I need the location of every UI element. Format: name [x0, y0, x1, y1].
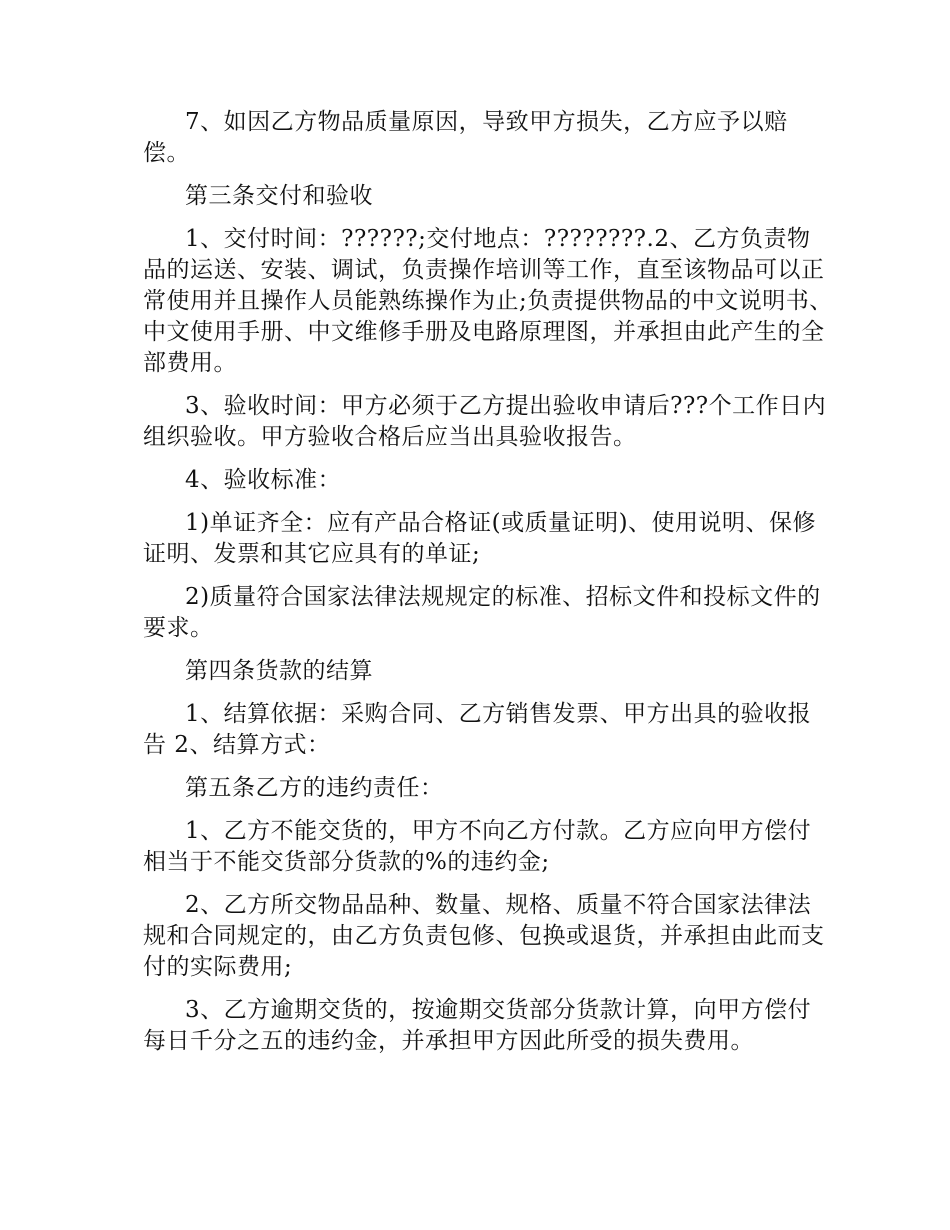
paragraph-nonconforming-goods: 2、乙方所交物品品种、数量、规格、质量不符合国家法律法规和合同规定的，由乙方负责包修、包换或退货，并承担由此而支付的实际费用;: [143, 892, 825, 980]
heading-article-4: 第四条货款的结算: [185, 658, 373, 684]
heading-article-3: 第三条交付和验收: [185, 183, 373, 209]
paragraph-quality-compensation: 7、如因乙方物品质量原因，导致甲方损失，乙方应予以赔偿。: [143, 109, 788, 166]
paragraph-no-delivery: 1、乙方不能交货的，甲方不向乙方付款。乙方应向甲方偿付相当于不能交货部分货款的%的违约金;: [143, 818, 812, 875]
paragraph-late-delivery: 3、乙方逾期交货的，按逾期交货部分货款计算，向甲方偿付每日千分之五的违约金，并承担甲方因此所受的损失费用。: [143, 997, 812, 1054]
paragraph-documents-complete: 1)单证齐全：应有产品合格证(或质量证明)、使用说明、保修证明、发票和其它应具有的单证;: [143, 510, 817, 567]
document-page: [143, 107, 833, 1069]
heading-article-5: 第五条乙方的违约责任：: [185, 775, 444, 801]
paragraph-quality-compliance: 2)质量符合国家法律法规规定的标准、招标文件和投标文件的要求。: [143, 584, 821, 641]
paragraph-settlement-basis: 1、结算依据：采购合同、乙方销售发票、甲方出具的验收报告 2、结算方式：: [143, 701, 812, 758]
paragraph-acceptance-time: 3、验收时间：甲方必须于乙方提出验收申请后???个工作日内组织验收。甲方验收合格后应当出具验收报告。: [143, 393, 827, 450]
paragraph-acceptance-standard: 4、验收标准：: [185, 467, 342, 493]
paragraph-delivery-time: 1、交付时间：??????;交付地点：????????.2、乙方负责物品的运送、安装、调试，负责操作培训等工作，直至该物品可以正常使用并且操作人员能熟练操作为止;负责提供物品的中文说明书、中文使用手册、中文维修手册及电路原理图，并承担由此产生的全部费用。: [143, 226, 833, 376]
